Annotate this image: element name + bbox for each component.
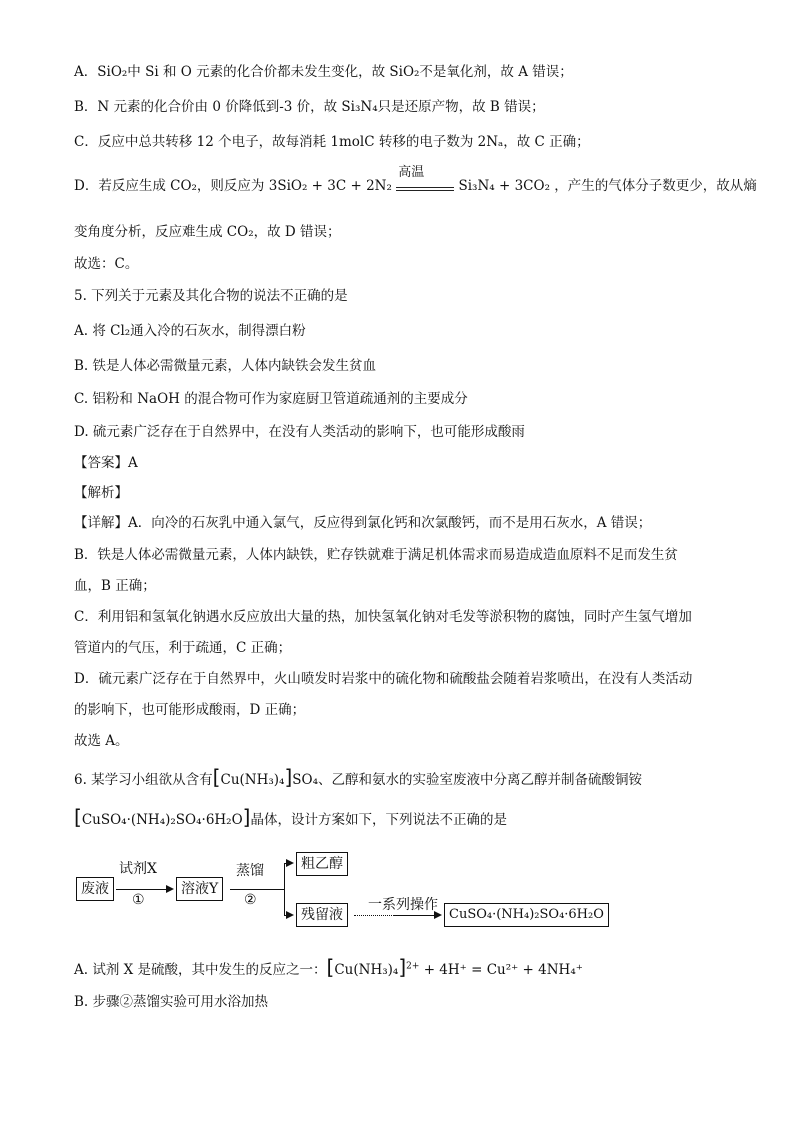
q6-complex-ion: Cu(NH₃)₄ <box>220 772 285 788</box>
analysis-4-d-line2: 变角度分析，反应难生成 CO₂，故 D 错误； <box>74 224 341 240</box>
detail-line-5: 管道内的气压，利于疏通，C 正确； <box>74 640 292 656</box>
analysis-4-option-b: B．N 元素的化合价由 0 价降低到-3 价，故 Si₃N₄只是还原产物，故 B 错误； <box>74 99 545 115</box>
waste-liquid-box: 废液 <box>76 877 114 901</box>
reaction-condition: 高温 <box>398 164 425 180</box>
q6-a-equation-rest: + 4H⁺ = Cu²⁺ + 4NH₄⁺ <box>423 962 583 978</box>
question-5-option-a: A. 将 Cl₂通入冷的石灰水，制得漂白粉 <box>74 323 306 339</box>
detail-line-1: 【详解】A．向冷的石灰乳中通入氯气，反应得到氯化钙和次氯酸钙，而不是用石灰水，A 错误； <box>74 515 652 531</box>
q6-a-complex: Cu(NH₃)₄ <box>334 962 399 978</box>
question-6-stem-line1: 6. 某学习小组欲从含有[Cu(NH₃)₄]SO₄、乙醇和氨水的实验室废液中分离乙醇并制备硫酸铜铵 <box>74 765 642 789</box>
answer-tag: 【答案】A <box>74 455 138 471</box>
detail-line-7: 的影响下，也可能形成酸雨，D 正确； <box>74 702 306 718</box>
process-flow-diagram <box>74 852 634 962</box>
question-5-option-d: D. 硫元素广泛存在于自然界中，在没有人类活动的影响下，也可能形成酸雨 <box>74 424 525 440</box>
question-5-option-b: B. 铁是人体必需微量元素，人体内缺铁会发生贫血 <box>74 358 377 374</box>
detail-line-3: 血，B 正确； <box>74 578 156 594</box>
analysis-4-d-suffix: ，产生的气体分子数更少，故从熵 <box>554 178 757 194</box>
question-5-stem: 5. 下列关于元素及其化合物的说法不正确的是 <box>74 288 348 304</box>
analysis-4-option-c: C．反应中总共转移 12 个电子，故每消耗 1molC 转移的电子数为 2Nₐ，故 C 正确； <box>74 134 590 150</box>
question-6-stem-line2: [CuSO₄·(NH₄)₂SO₄·6H₂O]晶体，设计方案如下，下列说法不正确的是 <box>74 805 507 829</box>
question-5-option-c: C. 铝粉和 NaOH 的混合物可作为家庭厨卫管道疏通剂的主要成分 <box>74 391 468 407</box>
detail-conclusion: 故选 A。 <box>74 733 129 749</box>
distillation-label: 蒸馏 <box>236 863 264 879</box>
q6-stem-text-b: SO₄、乙醇和氨水的实验室废液中分离乙醇并制备硫酸铜铵 <box>292 772 642 788</box>
equation-left: 3SiO₂ + 3C + 2N₂ <box>268 178 392 194</box>
analysis-4-d-prefix: D．若反应生成 CO₂，则反应为 <box>74 178 265 194</box>
step-1-label: ① <box>132 892 145 908</box>
analysis-4-answer: 故选：C。 <box>74 256 139 272</box>
series-operations-label: 一系列操作 <box>368 897 438 913</box>
high-temp-equals-sign <box>396 164 454 197</box>
step-2-label: ② <box>244 892 257 908</box>
detail-line-4: C．利用铝和氢氧化钠遇水反应放出大量的热，加快氢氧化钠对毛发等淤积物的腐蚀，同时产生氢气增加 <box>74 609 692 625</box>
q6-salt-formula: CuSO₄·(NH₄)₂SO₄·6H₂O <box>81 812 243 828</box>
equation-right: Si₃N₄ + 3CO₂ <box>458 178 550 194</box>
detail-line-6: D．硫元素广泛存在于自然界中，火山喷发时岩浆中的硫化物和硫酸盐会随着岩浆喷出，在没有人类活动 <box>74 671 693 687</box>
residue-box: 残留液 <box>296 903 348 927</box>
crude-ethanol-box: 粗乙醇 <box>296 852 348 876</box>
analysis-4-option-d <box>74 164 757 197</box>
solution-y-box: 溶液Y <box>176 877 223 901</box>
detail-line-2: B．铁是人体必需微量元素，人体内缺铁，贮存铁就难于满足机体需求而易造成造血原料不足而发生贫 <box>74 547 678 563</box>
q6-a-prefix: A. 试剂 X 是硫酸，其中发生的反应之一： <box>74 962 327 978</box>
question-6-option-b: B. 步骤②蒸馏实验可用水浴加热 <box>74 994 269 1010</box>
q6-a-charge: 2+ <box>406 961 420 972</box>
q6-stem-text-a: 6. 某学习小组欲从含有 <box>74 772 213 788</box>
question-6-option-a: A. 试剂 X 是硫酸，其中发生的反应之一：$[Cu(NH_3)_4]^{2+} + 4H^+ = Cu^{2+} + 4NH_4^+$ <box>74 955 583 979</box>
analysis-4-option-a: A．SiO₂中 Si 和 O 元素的化合价都未发生变化，故 SiO₂不是氧化剂，故 A 错误； <box>74 64 573 80</box>
analysis-tag: 【解析】 <box>74 485 128 501</box>
q6-stem-text-c: 晶体，设计方案如下，下列说法不正确的是 <box>250 812 507 828</box>
reagent-x-label: 试剂X <box>119 861 157 877</box>
product-box: CuSO₄·(NH₄)₂SO₄·6H₂O <box>444 903 609 927</box>
